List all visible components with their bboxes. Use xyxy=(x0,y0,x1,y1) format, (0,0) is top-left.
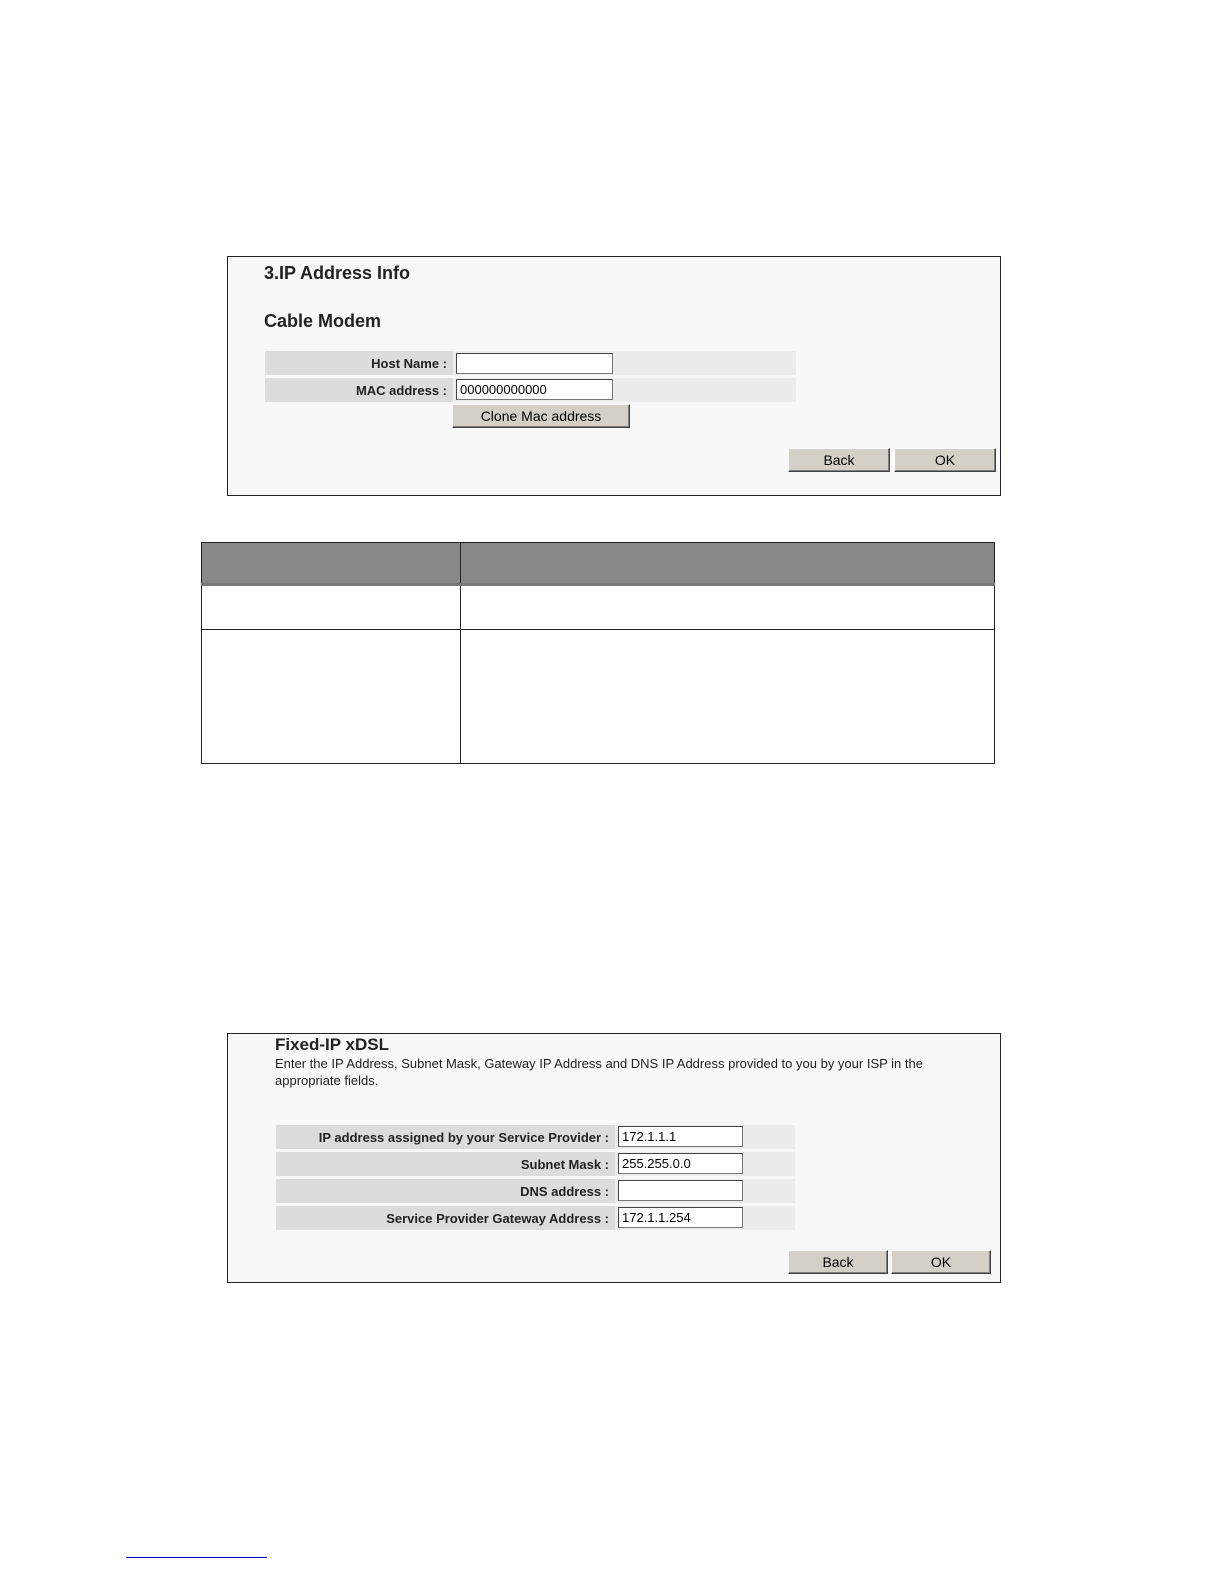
table-header-cell xyxy=(202,543,461,585)
back-button[interactable]: Back xyxy=(788,1250,888,1274)
gateway-address-input[interactable] xyxy=(618,1207,743,1228)
section-title: Fixed-IP xDSL xyxy=(275,1035,389,1054)
fixed-ip-panel xyxy=(227,1033,1001,1283)
ip-address-input[interactable] xyxy=(618,1126,743,1147)
table-row xyxy=(202,630,995,764)
table-cell xyxy=(202,630,461,764)
host-name-label: Host Name : xyxy=(371,356,447,371)
info-table xyxy=(201,542,995,764)
section-description: Enter the IP Address, Subnet Mask, Gateway IP Address and DNS IP Address provided to you by your ISP in the appropriate fields. xyxy=(275,1056,923,1088)
ok-button[interactable]: OK xyxy=(891,1250,991,1274)
gateway-address-label: Service Provider Gateway Address : xyxy=(386,1211,609,1226)
ok-button[interactable]: OK xyxy=(894,448,996,472)
mac-address-input[interactable] xyxy=(456,379,613,400)
dns-address-input[interactable] xyxy=(618,1180,743,1201)
table-header-cell xyxy=(461,543,995,585)
dns-address-label: DNS address : xyxy=(520,1184,609,1199)
table-row xyxy=(202,585,995,630)
subnet-mask-label: Subnet Mask : xyxy=(520,1157,609,1172)
back-button[interactable]: Back xyxy=(788,448,890,472)
section-title: Cable Modem xyxy=(264,311,382,331)
table-header-row xyxy=(202,543,995,585)
subnet-mask-input[interactable] xyxy=(618,1153,743,1174)
table-cell xyxy=(202,585,461,630)
table-cell xyxy=(461,630,995,764)
cable-modem-panel xyxy=(227,256,1001,496)
step-title: 3.IP Address Info xyxy=(264,263,411,283)
table-cell xyxy=(461,585,995,630)
mac-address-label: MAC address : xyxy=(355,383,447,398)
host-name-input[interactable] xyxy=(456,353,613,374)
ip-address-label: IP address assigned by your Service Provider : xyxy=(318,1130,609,1145)
footer-rule xyxy=(126,1557,267,1558)
clone-mac-button[interactable]: Clone Mac address xyxy=(452,404,630,428)
